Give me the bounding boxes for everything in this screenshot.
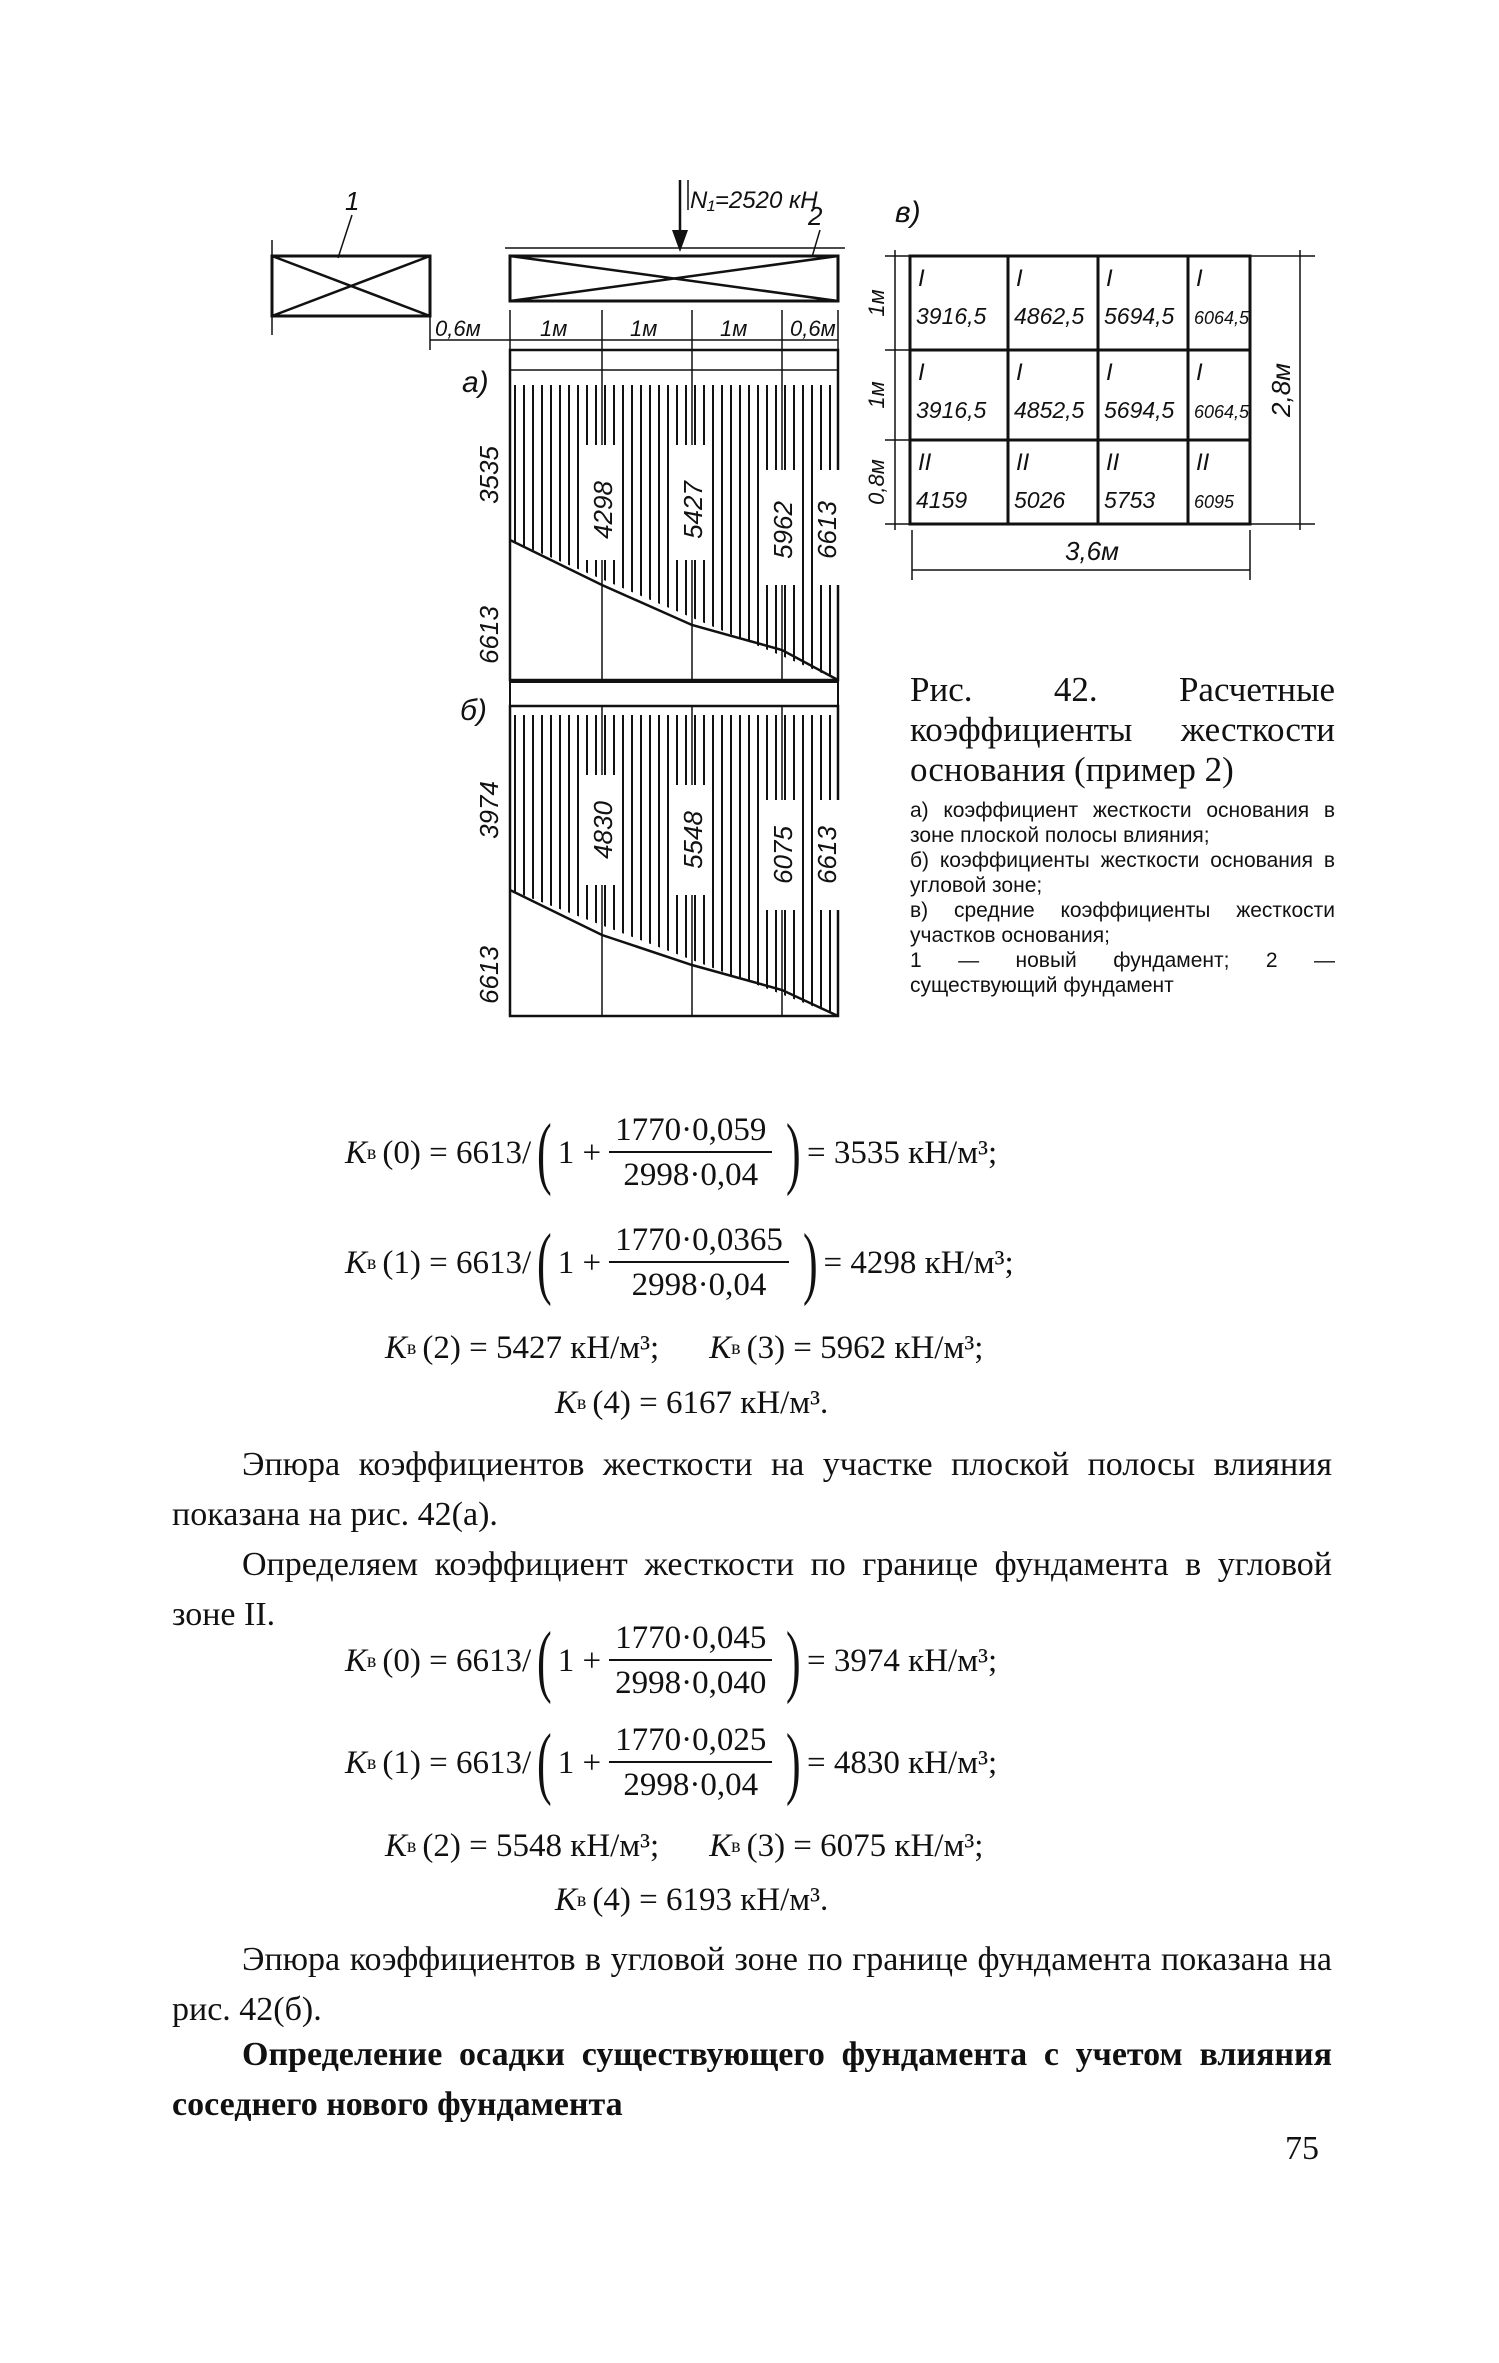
grid-value-1-2: 5694,5: [1104, 397, 1175, 423]
grid-zone-0-1: I: [1016, 265, 1023, 292]
grid-zone-2-3: II: [1196, 449, 1210, 476]
epure-b-value-2: 5548: [678, 811, 708, 869]
load-arrow: [672, 180, 818, 252]
callout-new: 1: [345, 186, 360, 216]
grid-value-2-1: 5026: [1014, 487, 1066, 513]
grid-value-1-1: 4852,5: [1014, 397, 1085, 423]
grid-zone-0-2: I: [1106, 265, 1113, 292]
dim-top-0: 0,6м: [435, 316, 481, 341]
epure-a-value-2: 5427: [678, 481, 708, 539]
grid-zone-1-2: I: [1106, 359, 1113, 386]
dim-total-width: 3,6м: [1065, 536, 1119, 566]
grid-value-0-0: 3916,5: [916, 303, 987, 329]
epure-a-left-top: 3535: [474, 446, 504, 504]
dim-row-0: 1м: [864, 289, 889, 317]
dimension-chain-top: [430, 310, 838, 350]
new-foundation: [272, 186, 430, 335]
epure-panel-b: [474, 706, 843, 1016]
formula-a0: К в (0) = 6613/ ( 1 + $\frac{1770\cdot 0,059}{2998\cdot 0,04}$ ) = 3535 кН/м³;: [345, 1109, 998, 1197]
caption-title: Рис. 42. Расчетные коэффициенты жесткости основания (пример 2): [910, 670, 1335, 789]
grid-value-2-2: 5753: [1104, 487, 1156, 513]
grid-zone-0-3: I: [1196, 265, 1203, 292]
stiffness-grid: [864, 250, 1315, 580]
dim-row-2: 0,8м: [864, 459, 889, 505]
grid-value-1-0: 3916,5: [916, 397, 987, 423]
formula-b4: К в (4) = 6193 кН/м³.: [555, 1882, 829, 1918]
grid-zone-2-0: II: [918, 449, 932, 476]
epure-b-value-3: 6075: [768, 826, 798, 884]
callout-existing: 2: [808, 201, 823, 231]
grid-value-1-3: 6064,5: [1194, 402, 1250, 422]
epure-b-value-4: 6613: [812, 826, 842, 884]
grid-zone-1-1: I: [1016, 359, 1023, 386]
load-label: N₁=2520 кН: [690, 187, 818, 214]
grid-value-0-2: 5694,5: [1104, 303, 1175, 329]
paragraph-3: Эпюра коэффициентов в угловой зоне по границе фундамента показана на рис. 42(б).: [172, 1941, 1332, 2028]
grid-value-0-1: 4862,5: [1014, 303, 1085, 329]
grid-zone-2-1: II: [1016, 449, 1030, 476]
page-number: 75: [1285, 2130, 1319, 2167]
dim-total-height: 2,8м: [1266, 363, 1296, 417]
legend-item-foundations: 1 — новый фундамент; 2 — существующий фундамент: [910, 949, 1335, 997]
epure-panel-a: [474, 350, 843, 680]
paragraph-2: Определяем коэффициент жесткости по границе фундамента в угловой зоне II.: [172, 1546, 1332, 1633]
epure-a-value-4: 6613: [812, 501, 842, 559]
epure-b-left-bottom: 6613: [474, 946, 504, 1004]
legend-item-b: б) коэффициенты жесткости основания в угловой зоне;: [910, 849, 1335, 897]
section-heading: Определение осадки существующего фундамента с учетом влияния соседнего нового фундамента: [172, 2036, 1332, 2123]
formula-a4: К в (4) = 6167 кН/м³.: [555, 1385, 829, 1421]
grid-value-0-3: 6064,5: [1194, 308, 1250, 328]
epure-b-value-1: 4830: [588, 801, 618, 859]
legend-item-a: а) коэффициент жесткости основания в зоне плоской полосы влияния;: [910, 799, 1335, 847]
epure-a-value-3: 5962: [768, 501, 798, 559]
epure-b-left-top: 3974: [474, 781, 504, 839]
epure-a-value-1: 4298: [588, 481, 618, 539]
epure-a-left-bottom: 6613: [474, 606, 504, 664]
grid-zone-1-0: I: [918, 359, 925, 386]
formula-a2: К в (2) = 5427 кН/м³; К в (3) = 5962 кН/м³;: [385, 1330, 984, 1366]
panel-b-label: б): [460, 694, 487, 727]
dim-top-1: 1м: [540, 316, 568, 341]
grid-zone-0-0: I: [918, 265, 925, 292]
grid-value-2-0: 4159: [916, 487, 968, 513]
existing-foundation: [505, 201, 845, 301]
caption-legend: [910, 798, 1335, 998]
grid-zone-1-3: I: [1196, 359, 1203, 386]
paragraph-1: Эпюра коэффициентов жесткости на участке плоской полосы влияния показана на рис. 42(а).: [172, 1446, 1332, 1533]
formula-b2: К в (2) = 5548 кН/м³; К в (3) = 6075 кН/м³;: [385, 1828, 984, 1864]
legend-item-v: в) средние коэффициенты жесткости участков основания;: [910, 899, 1335, 947]
grid-zone-2-2: II: [1106, 449, 1120, 476]
formula-a1: К в (1) = 6613/ ( 1 + $\frac{1770\cdot 0,0365}{2998\cdot 0,04}$ ) = 4298 кН/м³;: [345, 1219, 1014, 1307]
panel-v-label: в): [895, 196, 921, 229]
formula-b0: К в (0) = 6613/ ( 1 + $\frac{1770\cdot 0,045}{2998\cdot 0,040}$ ) = 3974 кН/м³;: [345, 1617, 998, 1705]
figure-caption: [910, 670, 1335, 998]
formula-b1: К в (1) = 6613/ ( 1 + $\frac{1770\cdot 0,025}{2998\cdot 0,04}$ ) = 4830 кН/м³;: [345, 1719, 998, 1807]
dim-row-1: 1м: [864, 381, 889, 409]
dim-top-3: 1м: [720, 316, 748, 341]
dim-top-4: 0,6м: [790, 316, 836, 341]
panel-a-label: а): [462, 366, 489, 399]
dim-top-2: 1м: [630, 316, 658, 341]
grid-value-2-3: 6095: [1194, 492, 1235, 512]
